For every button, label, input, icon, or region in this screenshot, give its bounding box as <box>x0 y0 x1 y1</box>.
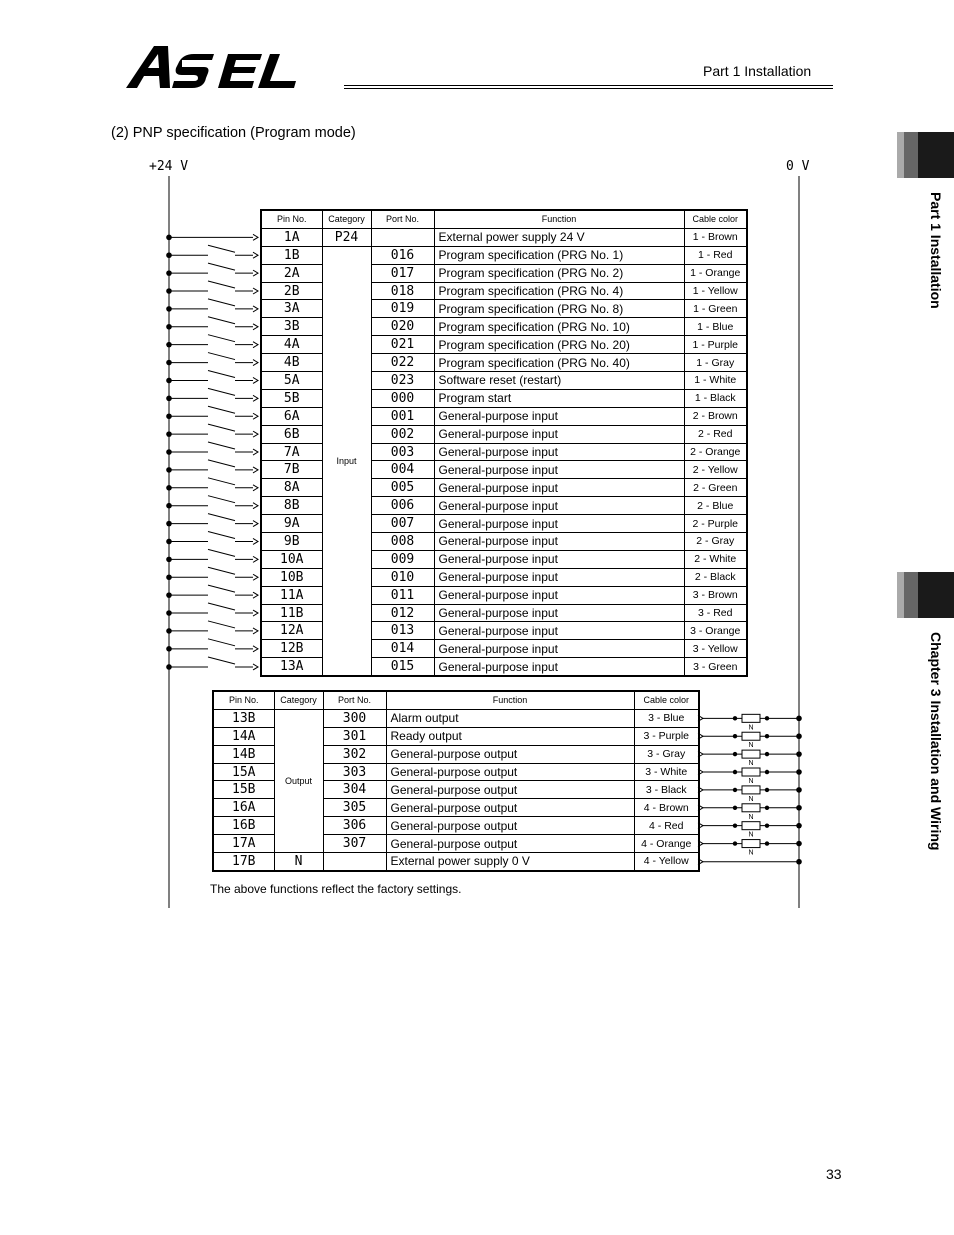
pin-cell: 15A <box>213 763 274 781</box>
port-cell: 022 <box>371 354 434 372</box>
junction-dot <box>765 734 769 738</box>
port-cell: 016 <box>371 246 434 264</box>
load-label: N <box>748 831 754 839</box>
input-switch <box>208 406 235 413</box>
pin-cell: 5B <box>261 389 322 407</box>
junction-dot <box>733 752 737 756</box>
load-label: N <box>748 778 754 786</box>
connector-arrow <box>253 395 258 401</box>
cable-color-cell: 3 - Blue <box>634 709 699 727</box>
pin-cell: 4A <box>261 336 322 354</box>
junction-dot <box>733 734 737 738</box>
connector-arrow <box>253 413 258 419</box>
port-cell: 015 <box>371 658 434 676</box>
connector-arrow <box>253 574 258 580</box>
port-cell: 012 <box>371 604 434 622</box>
input-switch <box>208 496 235 503</box>
input-switch <box>208 460 235 467</box>
input-switch <box>208 603 235 610</box>
connector-arrow <box>253 521 258 527</box>
port-cell: 019 <box>371 300 434 318</box>
pin-cell: 1B <box>261 246 322 264</box>
page-number: 33 <box>826 1166 842 1182</box>
connector-arrow <box>253 377 258 383</box>
cable-color-cell: 2 - Brown <box>684 407 747 425</box>
connector-arrow <box>253 538 258 544</box>
connector-arrow <box>253 592 258 598</box>
port-cell: 009 <box>371 550 434 568</box>
category-cell: P24 <box>322 228 371 246</box>
cable-color-cell: 1 - Orange <box>684 264 747 282</box>
input-switch <box>208 585 235 592</box>
junction-dot <box>765 841 769 845</box>
connector-arrow <box>253 270 258 276</box>
function-cell: Program specification (PRG No. 10) <box>434 318 684 336</box>
footnote: The above functions reflect the factory settings. <box>210 882 462 896</box>
cable-color-cell: 2 - Yellow <box>684 461 747 479</box>
junction-dot <box>733 716 737 720</box>
port-cell: 023 <box>371 372 434 390</box>
cable-color-cell: 3 - Purple <box>634 727 699 745</box>
connector-arrow <box>253 503 258 509</box>
load-label: N <box>748 742 754 750</box>
junction-dot <box>733 823 737 827</box>
port-cell <box>371 228 434 246</box>
input-switch <box>208 388 235 395</box>
cable-color-cell: 2 - Red <box>684 425 747 443</box>
cable-color-cell: 3 - Red <box>684 604 747 622</box>
port-cell: 306 <box>323 817 386 835</box>
port-cell: 011 <box>371 586 434 604</box>
function-cell: General-purpose input <box>434 568 684 586</box>
function-cell: External power supply 24 V <box>434 228 684 246</box>
junction-dot <box>733 806 737 810</box>
function-cell: Program specification (PRG No. 2) <box>434 264 684 282</box>
function-cell: General-purpose output <box>386 799 634 817</box>
port-cell: 018 <box>371 282 434 300</box>
input-switch <box>208 514 235 521</box>
pin-cell: 11A <box>261 586 322 604</box>
pin-cell: 6A <box>261 407 322 425</box>
load-label: N <box>748 849 754 857</box>
cable-color-cell: 2 - Orange <box>684 443 747 461</box>
connector-arrow <box>253 449 258 455</box>
input-switch <box>208 442 235 449</box>
header-pin: Pin No. <box>213 691 274 709</box>
function-cell: General-purpose input <box>434 533 684 551</box>
function-cell: General-purpose output <box>386 763 634 781</box>
connector-arrow <box>253 342 258 348</box>
input-switch <box>208 531 235 538</box>
function-cell: General-purpose output <box>386 835 634 853</box>
function-cell: General-purpose output <box>386 745 634 763</box>
load-label: N <box>748 724 754 732</box>
junction-dot <box>765 716 769 720</box>
port-cell: 007 <box>371 515 434 533</box>
cable-color-cell: 1 - Gray <box>684 354 747 372</box>
header-cable: Cable color <box>634 691 699 709</box>
pin-cell: 8A <box>261 479 322 497</box>
pin-cell: 2A <box>261 264 322 282</box>
junction-dot <box>733 841 737 845</box>
header-cable: Cable color <box>684 210 747 228</box>
pin-cell: 16A <box>213 799 274 817</box>
connector-arrow <box>253 485 258 491</box>
port-cell: 301 <box>323 727 386 745</box>
pin-cell: 3A <box>261 300 322 318</box>
cable-color-cell: 3 - Orange <box>684 622 747 640</box>
header-function: Function <box>386 691 634 709</box>
header-port: Port No. <box>323 691 386 709</box>
port-cell: 300 <box>323 709 386 727</box>
pin-cell: 14B <box>213 745 274 763</box>
connector-arrow <box>253 610 258 616</box>
cable-color-cell: 1 - White <box>684 372 747 390</box>
load-label: N <box>748 795 754 803</box>
port-cell: 003 <box>371 443 434 461</box>
pin-cell: 9B <box>261 533 322 551</box>
load-label: N <box>748 760 754 768</box>
port-cell: 014 <box>371 640 434 658</box>
cable-color-cell: 3 - Brown <box>684 586 747 604</box>
category-group-cell: Input <box>322 246 371 676</box>
cable-color-cell: 1 - Green <box>684 300 747 318</box>
function-cell: General-purpose input <box>434 658 684 676</box>
port-cell: 001 <box>371 407 434 425</box>
load-resistor <box>742 822 760 830</box>
input-switch <box>208 621 235 628</box>
pin-cell: 12B <box>261 640 322 658</box>
rail-zero-label: 0 V <box>786 159 810 174</box>
pin-cell: 5A <box>261 372 322 390</box>
function-cell: Program specification (PRG No. 4) <box>434 282 684 300</box>
header-pin: Pin No. <box>261 210 322 228</box>
function-cell: General-purpose input <box>434 515 684 533</box>
pin-cell: 7A <box>261 443 322 461</box>
input-switch <box>208 245 235 252</box>
load-resistor <box>742 786 760 794</box>
input-table <box>260 209 748 677</box>
connector-arrow <box>253 431 258 437</box>
pin-cell: 17B <box>213 853 274 871</box>
cable-color-cell: 2 - Green <box>684 479 747 497</box>
pin-cell: 3B <box>261 318 322 336</box>
function-cell: Program specification (PRG No. 20) <box>434 336 684 354</box>
cable-color-cell: 3 - Gray <box>634 745 699 763</box>
side-chapter-label: Chapter 3 Installation and Wiring <box>928 632 944 851</box>
input-switch <box>208 263 235 270</box>
port-cell: 017 <box>371 264 434 282</box>
cable-color-cell: 3 - White <box>634 763 699 781</box>
port-cell: 005 <box>371 479 434 497</box>
input-switch <box>208 353 235 360</box>
function-cell: General-purpose input <box>434 640 684 658</box>
header-port: Port No. <box>371 210 434 228</box>
junction-dot <box>765 788 769 792</box>
junction-dot <box>765 823 769 827</box>
load-resistor <box>742 768 760 776</box>
function-cell: Ready output <box>386 727 634 745</box>
port-cell: 302 <box>323 745 386 763</box>
cable-color-cell: 2 - White <box>684 550 747 568</box>
function-cell: General-purpose output <box>386 781 634 799</box>
pin-cell: 10B <box>261 568 322 586</box>
rail-positive-label: +24 V <box>149 159 189 174</box>
pin-cell: 14A <box>213 727 274 745</box>
connector-arrow <box>253 324 258 330</box>
function-cell: General-purpose output <box>386 817 634 835</box>
load-resistor <box>742 804 760 812</box>
junction-dot <box>765 770 769 774</box>
connector-arrow <box>253 360 258 366</box>
pin-cell: 12A <box>261 622 322 640</box>
port-cell: 021 <box>371 336 434 354</box>
header-category: Category <box>274 691 323 709</box>
cable-color-cell: 4 - Orange <box>634 835 699 853</box>
pin-cell: 7B <box>261 461 322 479</box>
cable-color-cell: 1 - Purple <box>684 336 747 354</box>
cable-color-cell: 4 - Red <box>634 817 699 835</box>
connector-arrow <box>253 252 258 258</box>
input-switch <box>208 370 235 377</box>
connector-arrow <box>253 234 258 240</box>
pin-cell: 8B <box>261 497 322 515</box>
input-switch <box>208 478 235 485</box>
function-cell: General-purpose input <box>434 550 684 568</box>
function-cell: Software reset (restart) <box>434 372 684 390</box>
port-cell: 013 <box>371 622 434 640</box>
table-row <box>261 246 747 264</box>
port-cell: 304 <box>323 781 386 799</box>
load-label: N <box>748 813 754 821</box>
pin-cell: 4B <box>261 354 322 372</box>
input-switch <box>208 335 235 342</box>
input-switch <box>208 299 235 306</box>
function-cell: Program specification (PRG No. 8) <box>434 300 684 318</box>
load-resistor <box>742 732 760 740</box>
pin-cell: 13A <box>261 658 322 676</box>
function-cell: General-purpose input <box>434 622 684 640</box>
function-cell: General-purpose input <box>434 497 684 515</box>
port-cell: 004 <box>371 461 434 479</box>
connector-arrow <box>253 288 258 294</box>
table-row <box>213 709 699 727</box>
pin-cell: 13B <box>213 709 274 727</box>
cable-color-cell: 1 - Brown <box>684 228 747 246</box>
cable-color-cell: 2 - Purple <box>684 515 747 533</box>
port-cell: 305 <box>323 799 386 817</box>
function-cell: Alarm output <box>386 709 634 727</box>
cable-color-cell: 1 - Red <box>684 246 747 264</box>
port-cell: 006 <box>371 497 434 515</box>
cable-color-cell: 2 - Blue <box>684 497 747 515</box>
cable-color-cell: 3 - Yellow <box>684 640 747 658</box>
cable-color-cell: 1 - Black <box>684 389 747 407</box>
port-cell: 002 <box>371 425 434 443</box>
section-title: (2) PNP specification (Program mode) <box>111 125 356 141</box>
port-cell: 020 <box>371 318 434 336</box>
load-resistor <box>742 840 760 848</box>
pin-cell: 16B <box>213 817 274 835</box>
function-cell: General-purpose input <box>434 461 684 479</box>
junction-dot <box>733 770 737 774</box>
function-cell: Program specification (PRG No. 40) <box>434 354 684 372</box>
category-cell: N <box>274 853 323 871</box>
pin-cell: 2B <box>261 282 322 300</box>
cable-color-cell: 2 - Gray <box>684 533 747 551</box>
category-group-cell: Output <box>274 709 323 852</box>
pin-cell: 11B <box>261 604 322 622</box>
load-resistor <box>742 750 760 758</box>
connector-arrow <box>253 467 258 473</box>
header-function: Function <box>434 210 684 228</box>
pin-cell: 10A <box>261 550 322 568</box>
pin-cell: 1A <box>261 228 322 246</box>
cable-color-cell: 1 - Yellow <box>684 282 747 300</box>
load-resistor <box>742 714 760 722</box>
input-switch <box>208 424 235 431</box>
port-cell: 010 <box>371 568 434 586</box>
connector-arrow <box>253 664 258 670</box>
function-cell: Program specification (PRG No. 1) <box>434 246 684 264</box>
port-cell <box>323 853 386 871</box>
cable-color-cell: 2 - Black <box>684 568 747 586</box>
function-cell: General-purpose input <box>434 443 684 461</box>
cable-color-cell: 4 - Brown <box>634 799 699 817</box>
cable-color-cell: 1 - Blue <box>684 318 747 336</box>
input-switch <box>208 281 235 288</box>
port-cell: 008 <box>371 533 434 551</box>
side-part-label: Part 1 Installation <box>928 192 944 309</box>
input-switch <box>208 317 235 324</box>
function-cell: General-purpose input <box>434 479 684 497</box>
pin-cell: 6B <box>261 425 322 443</box>
input-switch <box>208 657 235 664</box>
function-cell: Program start <box>434 389 684 407</box>
pin-cell: 9A <box>261 515 322 533</box>
input-switch <box>208 567 235 574</box>
cable-color-cell: 4 - Yellow <box>634 853 699 871</box>
connector-arrow <box>253 646 258 652</box>
function-cell: General-purpose input <box>434 604 684 622</box>
input-switch <box>208 549 235 556</box>
junction-dot <box>765 806 769 810</box>
input-switch <box>208 639 235 646</box>
header-category: Category <box>322 210 371 228</box>
output-table <box>212 690 700 872</box>
cable-color-cell: 3 - Green <box>684 658 747 676</box>
junction-dot <box>733 788 737 792</box>
cable-color-cell: 3 - Black <box>634 781 699 799</box>
function-cell: General-purpose input <box>434 425 684 443</box>
connector-arrow <box>253 556 258 562</box>
connector-arrow <box>253 306 258 312</box>
table-row <box>261 228 747 246</box>
table-row <box>213 853 699 871</box>
function-cell: External power supply 0 V <box>386 853 634 871</box>
junction-dot <box>765 752 769 756</box>
port-cell: 303 <box>323 763 386 781</box>
pin-cell: 17A <box>213 835 274 853</box>
pin-cell: 15B <box>213 781 274 799</box>
function-cell: General-purpose input <box>434 586 684 604</box>
function-cell: General-purpose input <box>434 407 684 425</box>
connector-arrow <box>253 628 258 634</box>
port-cell: 307 <box>323 835 386 853</box>
port-cell: 000 <box>371 389 434 407</box>
header-part-label: Part 1 Installation <box>703 63 812 79</box>
